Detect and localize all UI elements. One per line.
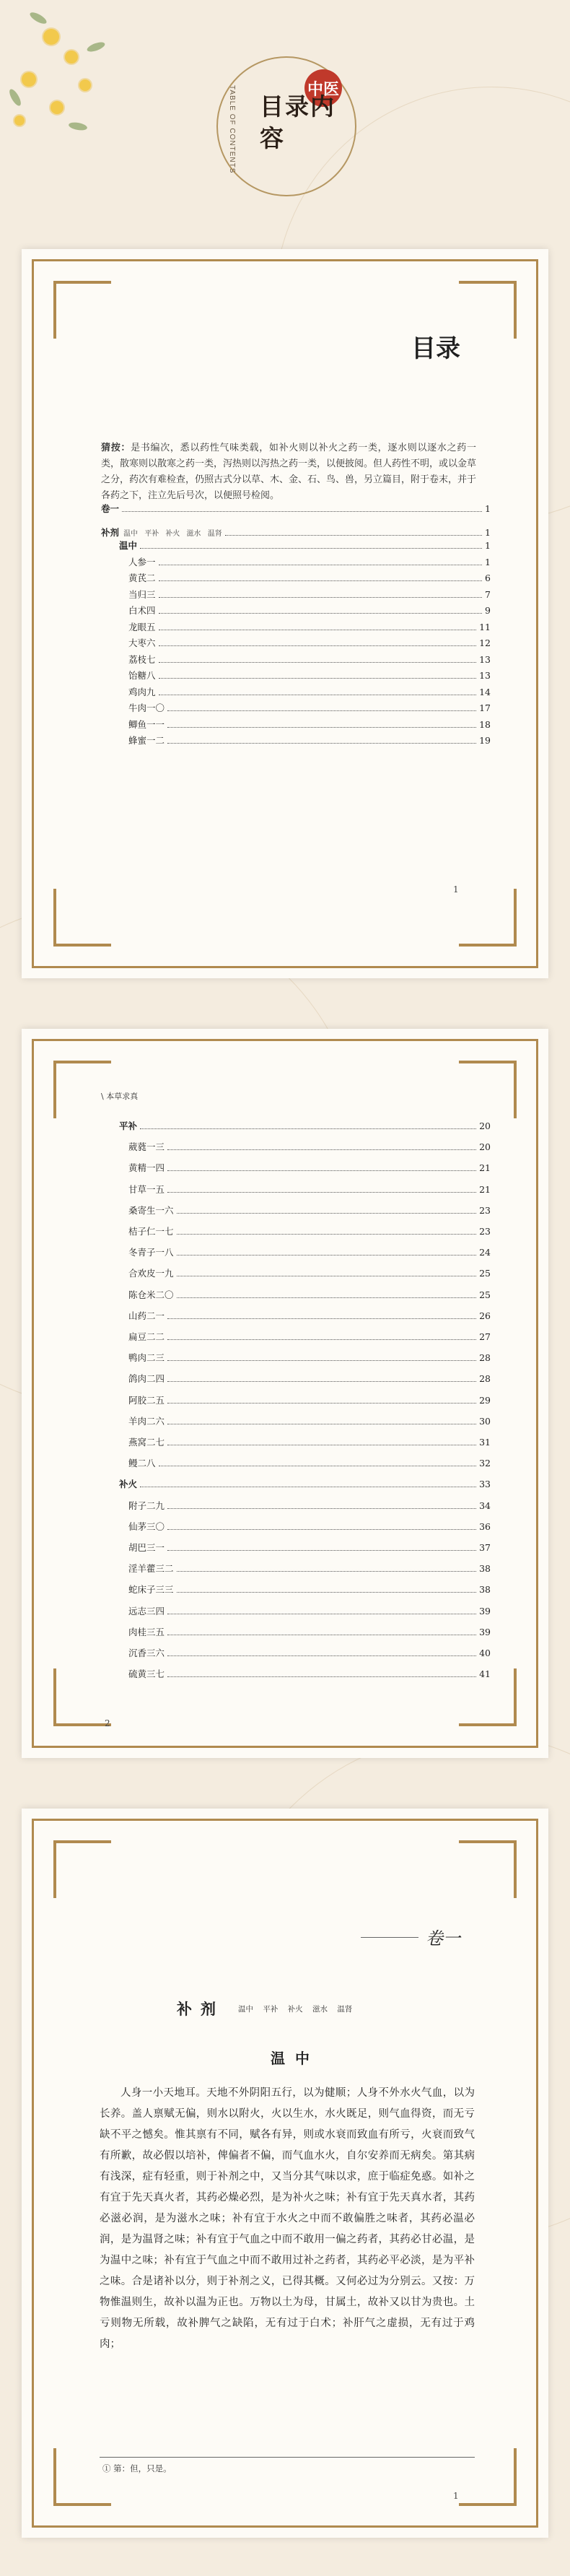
dot-leader: [167, 1170, 476, 1171]
blossom-flower: [14, 116, 25, 126]
toc-page-number: 13: [479, 670, 491, 681]
toc-row[interactable]: [128, 1245, 491, 1260]
toc-entry-label: 淫羊藿三二: [128, 1563, 174, 1575]
corner-bar: [53, 1840, 56, 1898]
toc-entry-label: 桔子仁一七: [128, 1226, 174, 1237]
toc-page-number: 1: [485, 540, 491, 551]
toc-page-number: 24: [479, 1247, 491, 1258]
toc-row[interactable]: [128, 734, 491, 748]
toc-row[interactable]: [128, 1224, 491, 1239]
dot-leader: [167, 1655, 476, 1656]
dot-leader: [167, 1381, 476, 1382]
dot-leader: [177, 1213, 477, 1214]
toc-row[interactable]: [128, 1625, 491, 1640]
toc-entry-label: 蛇床子三三: [128, 1584, 174, 1596]
toc-row[interactable]: [128, 1499, 491, 1513]
toc-page-number: 25: [479, 1289, 491, 1300]
toc-row[interactable]: [128, 718, 491, 732]
dot-leader: [159, 613, 483, 614]
toc-entry-label: 牛肉一〇: [128, 702, 165, 713]
toc-page-number: 6: [485, 573, 491, 583]
volume-rule: [361, 1937, 418, 1938]
toc-row[interactable]: [128, 1183, 491, 1197]
toc-row[interactable]: [128, 1456, 491, 1471]
toc-page-number: 9: [485, 605, 491, 616]
corner-bar: [459, 281, 517, 284]
toc-entry-label: 桑寄生一六: [128, 1204, 174, 1216]
toc-entry-label: 羊肉二六: [128, 1415, 165, 1427]
toc-entry-label: 燕窝二七: [128, 1437, 165, 1448]
toc-entry-label: 肉桂三五: [128, 1626, 165, 1637]
corner-bar: [53, 281, 111, 284]
toc-page-1: [22, 249, 548, 978]
corner-bar: [53, 2503, 111, 2506]
toc-page-number: 25: [479, 1268, 491, 1279]
toc-page-number: 20: [479, 1121, 491, 1131]
leaf-decoration: [7, 87, 23, 108]
toc-entry-label: 补火: [119, 1479, 138, 1490]
corner-bar: [514, 1668, 517, 1726]
section-subtitle: 温中 平补 补火 滋水 温肾: [238, 2005, 353, 2014]
toc-entry-label: 鸽肉二四: [128, 1373, 165, 1385]
toc-page-number: 30: [479, 1415, 491, 1427]
toc-row[interactable]: [128, 1330, 491, 1344]
toc-row[interactable]: [128, 653, 491, 667]
corner-bar: [514, 1840, 517, 1898]
toc-entry-label: 甘草一五: [128, 1183, 165, 1195]
toc-row[interactable]: [128, 1393, 491, 1408]
toc-entry-label: 当归三: [128, 588, 156, 600]
toc-entry-label: 饴糖八: [128, 670, 156, 681]
toc-entry-label: 鲫鱼一一: [128, 718, 165, 730]
toc-row[interactable]: [128, 555, 491, 570]
toc-entry-label: 荔枝七: [128, 653, 156, 665]
corner-bar: [53, 1061, 111, 1063]
toc-page-number: 23: [479, 1226, 491, 1237]
toc-entry-label: 阿胶二五: [128, 1394, 165, 1406]
toc-row[interactable]: [101, 526, 491, 540]
toc-page-number: 32: [479, 1458, 491, 1469]
leaf-decoration: [68, 121, 87, 131]
dot-leader: [167, 1360, 476, 1361]
toc-row[interactable]: [128, 1161, 491, 1175]
toc-row[interactable]: [128, 1140, 491, 1154]
toc-row[interactable]: [128, 1667, 491, 1681]
toc-entry-label: 胡巴三一: [128, 1542, 165, 1553]
toc-row[interactable]: [128, 604, 491, 618]
page-number: 1: [453, 2491, 459, 2501]
toc-row[interactable]: [128, 571, 491, 586]
dot-leader: [159, 580, 483, 581]
toc-row[interactable]: [128, 1435, 491, 1450]
dot-leader: [140, 1128, 476, 1129]
corner-bar: [53, 281, 56, 339]
toc-page-number: 12: [479, 638, 491, 648]
dot-leader: [167, 1676, 476, 1677]
footnote-rule: [100, 2457, 475, 2458]
subsection-heading: 温中: [271, 2050, 320, 2067]
dot-leader: [167, 1550, 476, 1551]
toc-page-number: 21: [479, 1162, 491, 1174]
title-block: [216, 56, 361, 193]
toc-page-number: 7: [485, 588, 491, 600]
toc-row[interactable]: [128, 1288, 491, 1302]
corner-bar: [53, 1668, 56, 1726]
title-chinese: 目录内容: [260, 92, 336, 152]
toc-page-number: 1: [485, 503, 491, 514]
toc-entry-label: 硫黄三七: [128, 1668, 165, 1680]
dot-leader: [167, 1318, 476, 1319]
header: [0, 0, 570, 217]
toc-entry-label: 山药二一: [128, 1310, 165, 1321]
toc-page-number: 31: [479, 1437, 491, 1448]
toc-page-number: 33: [479, 1479, 491, 1490]
toc-entry-label: 卷一: [101, 503, 120, 514]
dot-leader: [159, 662, 477, 663]
toc-entry-label: 黄精一四: [128, 1162, 165, 1174]
toc-entry-label: 远志三四: [128, 1605, 165, 1616]
dot-leader: [177, 1592, 477, 1593]
toc-entry-label: 大枣六: [128, 638, 156, 648]
dot-leader: [167, 710, 476, 711]
toc-row[interactable]: [119, 539, 491, 553]
toc-row[interactable]: [128, 1351, 491, 1365]
toc-entry-label: 鳗二八: [128, 1458, 156, 1469]
intro-label: 猜按：: [101, 443, 131, 453]
dot-leader: [159, 597, 483, 598]
corner-bar: [53, 944, 111, 947]
toc-page-number: 19: [479, 735, 491, 746]
toc-page-number: 20: [479, 1141, 491, 1153]
toc-page-number: 21: [479, 1183, 491, 1195]
dot-leader: [159, 645, 477, 646]
toc-entry-label: 冬青子一八: [128, 1247, 174, 1258]
toc-page-number: 28: [479, 1373, 491, 1385]
toc-page-number: 36: [479, 1520, 491, 1532]
toc-page-number: 18: [479, 718, 491, 730]
toc-page-number: 39: [479, 1626, 491, 1637]
toc-row[interactable]: [128, 1309, 491, 1323]
toc-page-number: 17: [479, 702, 491, 713]
toc-page-number: 38: [479, 1584, 491, 1596]
toc-page-number: 1: [485, 527, 491, 538]
title-english: TABLE OF CONTENTS: [228, 85, 236, 174]
corner-bar: [459, 944, 517, 947]
intro-paragraph: [101, 440, 476, 504]
toc-row[interactable]: [128, 1520, 491, 1534]
toc-row[interactable]: [128, 1646, 491, 1661]
corner-bar: [514, 889, 517, 947]
body-text: 人身一小天地耳。天地不外阴阳五行，以为健顺；人身不外水火气血，以为长养。盖人禀赋无偏，则水以附火，火以生水，水火既足，则气血得资，而无亏缺不平之憾矣。惟其禀有不同，赋各有异，则或水衰而致血有所亏，火衰而致气有所歉，故必假以培补，俾偏者不偏，而气血水火，自尔安养而无病矣。第其病有浅深，症有轻重，则于补剂之中，又当分其气味以求，庶于临症免惑。如补之有宜于先天真火者，其药必燥必烈，是为补火之味；补有宜于先天真水者，其药必滋必润，是为滋水之味；补有宜于水火之中而不敢偏胜之味者，其药必温必润，是为温肾之味；补有宜于气血之中而不敢用一偏之药者，其药必甘必温，是为温中之味；补有宜于气血之中而不敢用过补之药者，其药必平必淡，是为平补之味。合是诸补以分，则于补剂之义，已得其概。又何必过为分别云。又按：万物惟温则生，故补以温为正也。万物以土为母，甘属土，故补又以甘为贵也。土亏则物无所载，故补脾气之缺陷，无有过于白术；补肝气之虚损，无有过于鸡肉；: [100, 2087, 475, 2350]
toc-page-number: 14: [479, 686, 491, 697]
toc-page-number: 38: [479, 1563, 491, 1575]
leaf-decoration: [86, 40, 106, 53]
dot-leader: [122, 511, 482, 512]
corner-bar: [514, 1061, 517, 1118]
toc-page-number: 28: [479, 1352, 491, 1364]
corner-bar: [53, 1061, 56, 1118]
toc-page-2: [22, 1029, 548, 1758]
dot-leader: [177, 1297, 477, 1298]
toc-entry-label: 蜂蜜一二: [128, 735, 165, 746]
dot-leader: [167, 1508, 476, 1509]
corner-bar: [53, 2448, 56, 2506]
running-head: \ 本草求真: [101, 1092, 139, 1101]
page-number: 2: [105, 1718, 110, 1728]
page-number: 1: [453, 884, 459, 895]
dot-leader: [167, 743, 476, 744]
dot-leader: [225, 535, 482, 536]
toc-page-number: 34: [479, 1500, 491, 1511]
corner-bar: [459, 1840, 517, 1843]
corner-bar: [514, 281, 517, 339]
toc-page-number: 26: [479, 1310, 491, 1321]
corner-bar: [459, 1723, 517, 1726]
dot-leader: [167, 1529, 476, 1530]
toc-entry-label: 人参一: [128, 556, 156, 567]
blossom-flower: [79, 79, 91, 91]
corner-bar: [459, 1061, 517, 1063]
toc-entry-label: 温中: [119, 540, 138, 551]
intro-text: 是书编次，悉以药性气味类载，如补火则以补火之药一类，逐水则以逐水之药一类，散寒则以散寒之药一类，泻热则以泻热之药一类，以便披阅。但人药性不明，或以金草之分，药次有难检查，仍照古式分以草、木、金、石、鸟、兽，另立篇目，附于卷末，并于各药之下，注立先后号次，以便照号检阅。: [101, 443, 477, 501]
toc-entry-label: 鸭肉二三: [128, 1352, 165, 1364]
toc-row[interactable]: [119, 1477, 491, 1492]
toc-row[interactable]: [128, 1562, 491, 1576]
toc-entry-label: 合欢皮一九: [128, 1268, 174, 1279]
corner-bar: [53, 889, 56, 947]
corner-bar: [53, 1723, 111, 1726]
text-page: [22, 1809, 548, 2538]
blossom-flower: [43, 29, 59, 45]
page-title: 目录: [411, 334, 460, 363]
toc-row[interactable]: [128, 669, 491, 683]
dot-leader: [177, 1234, 477, 1235]
toc-entry-label: 黄芪二: [128, 573, 156, 583]
toc-row[interactable]: [128, 1583, 491, 1597]
toc-row[interactable]: [128, 636, 491, 650]
footnote: ① 第：但，只是。: [102, 2463, 172, 2473]
toc-row[interactable]: [128, 620, 491, 635]
toc-row[interactable]: [128, 701, 491, 715]
toc-entry-label: 陈仓米二〇: [128, 1289, 174, 1300]
toc-row[interactable]: [101, 502, 491, 516]
blossom-flower: [22, 72, 36, 87]
toc-entry-subtitle: 温中 平补 补火 滋水 温肾: [123, 530, 222, 538]
section-title: 补剂: [177, 2000, 224, 2018]
dot-leader: [177, 1255, 477, 1256]
toc-page-number: 29: [479, 1394, 491, 1406]
red-seal: 中医: [304, 69, 342, 107]
leaf-decoration: [28, 10, 48, 26]
blossom-flower: [65, 51, 78, 64]
toc-row[interactable]: [128, 588, 491, 602]
dot-leader: [167, 1149, 476, 1150]
dot-leader: [159, 678, 477, 679]
toc-entry-label: 附子二九: [128, 1500, 165, 1511]
dot-leader: [167, 1403, 476, 1404]
dot-leader: [177, 1571, 477, 1572]
toc-page-number: 39: [479, 1605, 491, 1616]
volume-heading: 卷一: [426, 1928, 460, 1949]
toc-entry-label: 鸡肉九: [128, 686, 156, 697]
toc-page-number: 37: [479, 1542, 491, 1553]
toc-row[interactable]: [128, 1204, 491, 1218]
toc-entry-label: 补剂: [101, 527, 120, 538]
toc-entry-label: 平补: [119, 1121, 138, 1131]
toc-entry-label: 扁豆二二: [128, 1331, 165, 1342]
dot-leader: [167, 1339, 476, 1340]
toc-page-number: 40: [479, 1648, 491, 1658]
dot-leader: [140, 548, 482, 549]
toc-page-number: 13: [479, 653, 491, 665]
toc-entry-label: 仙茅三〇: [128, 1520, 165, 1532]
toc-page-number: 1: [485, 556, 491, 567]
toc-row[interactable]: [119, 1119, 491, 1133]
toc-page-number: 41: [479, 1668, 491, 1680]
toc-entry-label: 龙眼五: [128, 621, 156, 632]
toc-entry-label: 白术四: [128, 605, 156, 616]
corner-bar: [459, 2503, 517, 2506]
blossom-flower: [51, 101, 63, 114]
dot-leader: [167, 727, 476, 728]
toc-entry-label: 葳蕤一三: [128, 1141, 165, 1153]
toc-row[interactable]: [128, 1266, 491, 1281]
dot-leader: [167, 1192, 476, 1193]
toc-row[interactable]: [128, 1541, 491, 1555]
toc-row[interactable]: [128, 1414, 491, 1429]
toc-row[interactable]: [128, 685, 491, 700]
toc-entry-label: 沉香三六: [128, 1648, 165, 1658]
toc-page-number: 23: [479, 1204, 491, 1216]
corner-bar: [514, 2448, 517, 2506]
toc-row[interactable]: [128, 1604, 491, 1619]
corner-bar: [53, 1840, 111, 1843]
toc-page-number: 27: [479, 1331, 491, 1342]
toc-page-number: 11: [479, 621, 491, 632]
toc-row[interactable]: [128, 1372, 491, 1386]
